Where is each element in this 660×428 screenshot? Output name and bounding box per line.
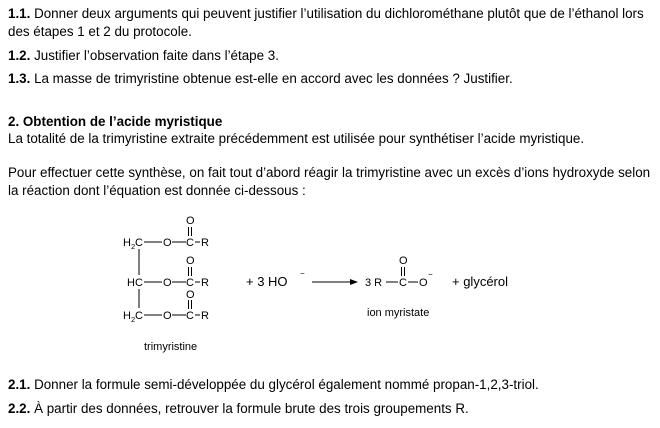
atom-c: C	[186, 310, 194, 322]
atom-o: O	[399, 255, 408, 267]
atom-r: R	[201, 277, 209, 289]
synthesis-paragraph: Pour effectuer cette synthèse, on fait tout d’abord réagir la trimyristine avec un excès d’ions hydroxyde selon la réaction dont l’équation est donnée ci-dessous :	[8, 165, 651, 198]
question-1-3	[8, 70, 656, 88]
charge-minus: −	[300, 269, 305, 278]
atom-o: O	[186, 215, 195, 227]
atom-o: O	[163, 277, 172, 289]
reaction-equation	[100, 208, 560, 356]
label-ion-myristate: ion myristate	[367, 307, 430, 319]
atom-c: C	[186, 277, 194, 289]
question-text: La masse de trimyristine obtenue est-elle en accord avec les données ? Justifier.	[30, 71, 513, 86]
section-2-intro: La totalité de la trimyristine extraite précédemment est utilisée pour synthétiser l’acide myristique.	[8, 131, 585, 146]
question-number: 2.2.	[8, 401, 31, 416]
myristate-ion	[365, 255, 433, 289]
atom-c: C	[186, 237, 194, 249]
atom-h: H	[123, 237, 131, 249]
question-text: Donner deux arguments qui peuvent justifier l’utilisation du dichlorométhane plutôt que de l’éthanol lors des étapes 1 et 2 du protocole.	[8, 6, 644, 39]
atom-o: O	[419, 277, 428, 289]
atom-o: O	[163, 310, 172, 322]
atom-o: O	[186, 255, 195, 267]
question-text: Justifier l’observation faite dans l’étape 3.	[30, 48, 279, 63]
question-number: 1.1.	[8, 6, 31, 21]
question-text: À partir des données, retrouver la formule brute des trois groupements R.	[30, 401, 469, 416]
atom-hc: HC	[127, 277, 143, 289]
ester-group-bottom	[123, 289, 209, 324]
atom-c: C	[135, 237, 143, 249]
subscript-2: 2	[131, 315, 136, 324]
question-number: 1.2.	[8, 48, 31, 63]
question-1-1	[8, 5, 656, 41]
atom-o: O	[186, 289, 195, 301]
atom-c: C	[135, 310, 143, 322]
atom-o: O	[163, 237, 172, 249]
label-trimyristine: trimyristine	[144, 341, 198, 353]
question-2-1	[8, 376, 656, 394]
hydroxide-reactant: + 3 HO	[246, 274, 288, 289]
section-2-title: 2. Obtention de l’acide myristique	[8, 114, 223, 129]
question-2-2	[8, 400, 656, 418]
glycerol-product: + glycérol	[452, 274, 508, 289]
reaction-arrow	[312, 279, 358, 285]
subscript-2: 2	[131, 242, 136, 251]
question-number: 2.1.	[8, 377, 31, 392]
atom-r: R	[201, 310, 209, 322]
atom-r: R	[201, 237, 209, 249]
charge-minus: −	[428, 270, 433, 279]
question-number: 1.3.	[8, 71, 31, 86]
atom-c: C	[399, 277, 407, 289]
question-text: Donner la formule semi-développée du glycérol également nommé propan-1,2,3-triol.	[30, 377, 539, 392]
ester-group-top	[123, 215, 209, 251]
product-coefficient: 3 R	[365, 277, 383, 289]
atom-h: H	[123, 310, 131, 322]
question-1-2	[8, 47, 656, 65]
